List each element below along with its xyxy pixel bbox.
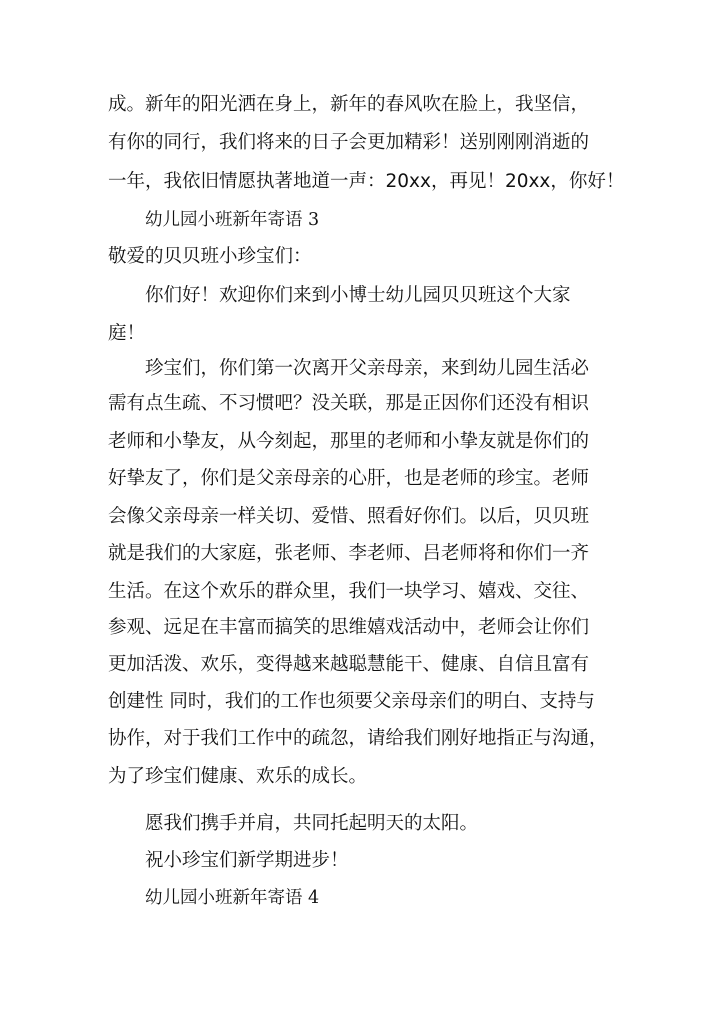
body-line-5: 会像父亲母亲一样关切、爱惜、照看好你们。以后，贝贝班 bbox=[108, 506, 590, 527]
welcome-line-1: 你们好！欢迎你们来到小博士幼儿园贝贝班这个大家 bbox=[145, 285, 571, 306]
blessing-line: 祝小珍宝们新学期进步！ bbox=[145, 850, 349, 871]
body-line-9: 更加活泼、欢乐，变得越来越聪慧能干、健康、自信且富有 bbox=[108, 654, 590, 675]
body-line-2: 需有点生疏、不习惯吧？没关联，那是正因你们还没有相识 bbox=[108, 393, 590, 414]
intro-line-3: 一年，我依旧情愿执著地道一声：20xx，再见！20xx，你好！ bbox=[108, 171, 625, 192]
section-4-heading: 幼儿园小班新年寄语 4 bbox=[145, 888, 320, 908]
body-line-3: 老师和小挚友，从今刻起，那里的老师和小挚友就是你们的 bbox=[108, 431, 590, 452]
section-3-heading: 幼儿园小班新年寄语 3 bbox=[145, 210, 320, 230]
welcome-line-2: 庭！ bbox=[108, 323, 146, 344]
wish-line: 愿我们携手并肩，共同托起明天的太阳。 bbox=[145, 813, 479, 834]
intro-line-2: 有你的同行，我们将来的日子会更加精彩！送别刚刚消逝的 bbox=[108, 132, 590, 153]
body-line-12: 为了珍宝们健康、欢乐的成长。 bbox=[108, 766, 368, 787]
body-line-1: 珍宝们，你们第一次离开父亲母亲，来到幼儿园生活必 bbox=[145, 358, 590, 379]
body-line-8: 参观、远足在丰富而搞笑的思维嬉戏活动中，老师会让你们 bbox=[108, 617, 590, 638]
salutation: 敬爱的贝贝班小珍宝们： bbox=[108, 246, 312, 267]
body-line-7: 生活。在这个欢乐的群众里，我们一块学习、嬉戏、交往、 bbox=[108, 581, 590, 602]
body-line-11: 协作，对于我们工作中的疏忽，请给我们刚好地指正与沟通， bbox=[108, 728, 608, 749]
body-line-6: 就是我们的大家庭，张老师、李老师、吕老师将和你们一齐 bbox=[108, 543, 590, 564]
body-line-10: 创建性 同时，我们的工作也须要父亲母亲们的明白、支持与 bbox=[108, 691, 595, 712]
intro-line-1: 成。新年的阳光洒在身上，新年的春风吹在脸上，我坚信， bbox=[108, 94, 590, 115]
body-line-4: 好挚友了，你们是父亲母亲的心肝，也是老师的珍宝。老师 bbox=[108, 468, 590, 489]
